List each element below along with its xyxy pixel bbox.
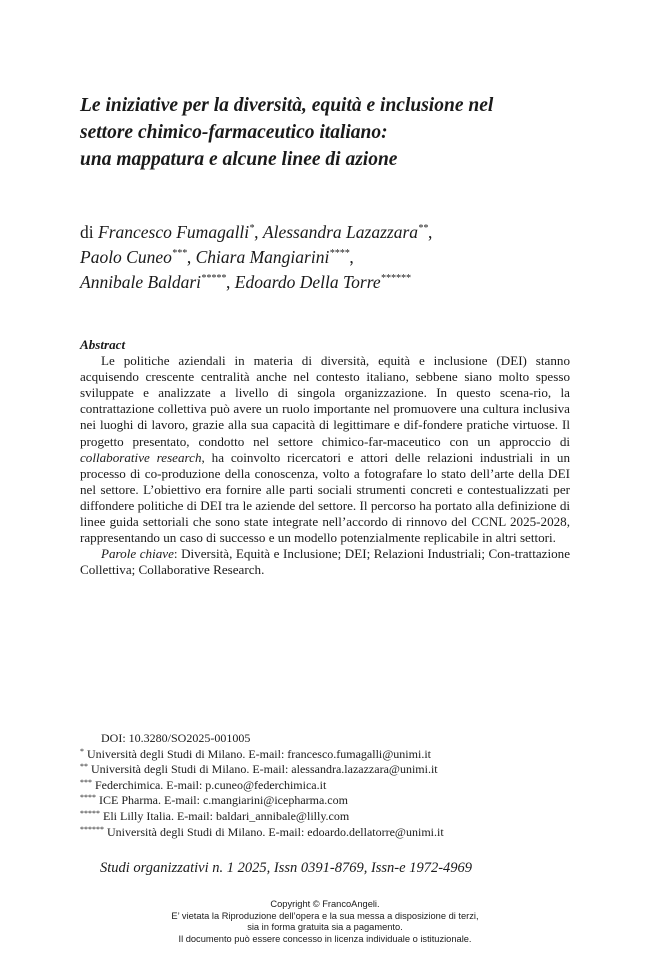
author-separator: , bbox=[186, 247, 192, 267]
footnote-text: ICE Pharma. E-mail: c.mangiarini@icepharma.com bbox=[96, 793, 348, 808]
author-separator: , bbox=[226, 272, 231, 292]
author-mark: ***** bbox=[201, 273, 227, 284]
abstract-emphasis: collaborative research bbox=[80, 449, 202, 465]
copyright-line-3: sia in forma gratuita sia a pagamento. bbox=[247, 922, 403, 933]
author-line-1 bbox=[80, 220, 600, 245]
abstract-section bbox=[80, 337, 570, 578]
footnote bbox=[80, 809, 580, 825]
author-mark: ****** bbox=[380, 273, 411, 284]
author-list bbox=[80, 220, 600, 295]
author-prefix: di bbox=[80, 222, 94, 242]
copyright-line-4: Il documento può essere concesso in licenza individuale o istituzionale. bbox=[178, 933, 472, 944]
keywords bbox=[80, 546, 570, 578]
abstract-text-part-1: Le politiche aziendali in materia di diversità, equità e inclusione (DEI) stanno acquisendo crescente centralità anche nel contesto italiano, sebbene siano molto spesso sviluppate e analizzate a livello di singola organizzazione. In questo scena-rio, la contrattazione collettiva può avere un ruolo importante nel promuovere una cultura inclusiva nei luoghi di lavoro, grazie alla sua capacità di legittimare e dif-fondere pratiche virtuose. Il progetto presentato, condotto nel settore chimico-far-maceutico con un approccio di bbox=[80, 353, 570, 449]
copyright-line-1: Copyright © FrancoAngeli. bbox=[270, 899, 380, 909]
footnote-text: Università degli Studi di Milano. E-mail: francesco.fumagalli@unimi.it bbox=[84, 746, 431, 761]
copyright-line-2: E’ vietata la Riproduzione dell’opera e la sua messa a disposizione di terzi, bbox=[171, 910, 479, 921]
footnote bbox=[80, 747, 580, 763]
footnote-text: Università degli Studi di Milano. E-mail: edoardo.dellatorre@unimi.it bbox=[104, 824, 444, 839]
title-line-2: settore chimico-farmaceutico italiano: bbox=[80, 122, 388, 143]
author-line-2 bbox=[80, 245, 600, 270]
footnote bbox=[80, 778, 580, 794]
footnote bbox=[80, 762, 580, 778]
author-separator: , bbox=[428, 222, 433, 242]
author-separator: , bbox=[349, 247, 354, 267]
abstract-body bbox=[80, 353, 570, 546]
author-mark: **** bbox=[329, 248, 350, 259]
footnote-mark: **** bbox=[80, 793, 96, 803]
author-separator: , bbox=[254, 222, 259, 242]
copyright-notice bbox=[0, 899, 650, 945]
journal-citation: Studi organizzativi n. 1 2025, Issn 0391-8769, Issn-e 1972-4969 bbox=[100, 860, 473, 876]
author-name: Chiara Mangiarini bbox=[195, 247, 330, 267]
footnote-mark: ****** bbox=[80, 824, 104, 834]
title-line-3: una mappatura e alcune linee di azione bbox=[80, 149, 398, 170]
author-name: Francesco Fumagalli bbox=[98, 222, 250, 242]
author-name: Edoardo Della Torre bbox=[234, 272, 381, 292]
footnote-mark: ***** bbox=[80, 808, 100, 818]
abstract-heading: Abstract bbox=[80, 337, 126, 352]
footnote-mark: ** bbox=[80, 762, 88, 772]
title-line-1: Le iniziative per la diversità, equità e inclusione nel bbox=[80, 95, 494, 116]
author-line-3 bbox=[80, 270, 600, 295]
footnote-text: Eli Lilly Italia. E-mail: baldari_annibale@lilly.com bbox=[100, 808, 350, 823]
footnote-mark: * bbox=[80, 746, 84, 756]
author-mark: ** bbox=[418, 223, 429, 234]
abstract-text-part-2: , ha coinvolto ricercatori e attori delle relazioni industriali in un processo di co-produzione della conoscenza, volto a fotografare lo stato dell’arte della DEI nel settore. L’obiettivo era fornire alle parti sociali strumenti concreti e contestualizzati per diffondere politiche di DEI tra le aziende del settore. Il percorso ha portato alla definizione di linee guida settoriali che sono state integrate nell’accordo di rinnovo del CCNL 2025-2028, rappresentando un caso di successo e un modello potenzialmente replicabile in altri settori. bbox=[80, 449, 570, 546]
footnote-text: Università degli Studi di Milano. E-mail: alessandra.lazazzara@unimi.it bbox=[88, 762, 438, 777]
author-name: Alessandra Lazazzara bbox=[262, 222, 419, 242]
footnote-text: Federchimica. E-mail: p.cuneo@federchimica.it bbox=[92, 777, 327, 792]
author-mark: * bbox=[249, 223, 255, 234]
keywords-label: Parole chiave bbox=[101, 546, 174, 562]
author-mark: *** bbox=[171, 248, 187, 259]
footnote-mark: *** bbox=[80, 777, 92, 787]
footnotes bbox=[80, 731, 580, 840]
author-name: Paolo Cuneo bbox=[80, 247, 172, 267]
doi: DOI: 10.3280/SO2025-001005 bbox=[101, 731, 251, 745]
footnote bbox=[80, 793, 580, 809]
author-name: Annibale Baldari bbox=[80, 272, 202, 292]
keywords-list: : Diversità, Equità e Inclusione; DEI; Relazioni Industriali; Con-trattazione Collettiva; Collaborative Research. bbox=[80, 546, 571, 578]
footnote bbox=[80, 825, 580, 841]
article-title bbox=[80, 92, 610, 173]
